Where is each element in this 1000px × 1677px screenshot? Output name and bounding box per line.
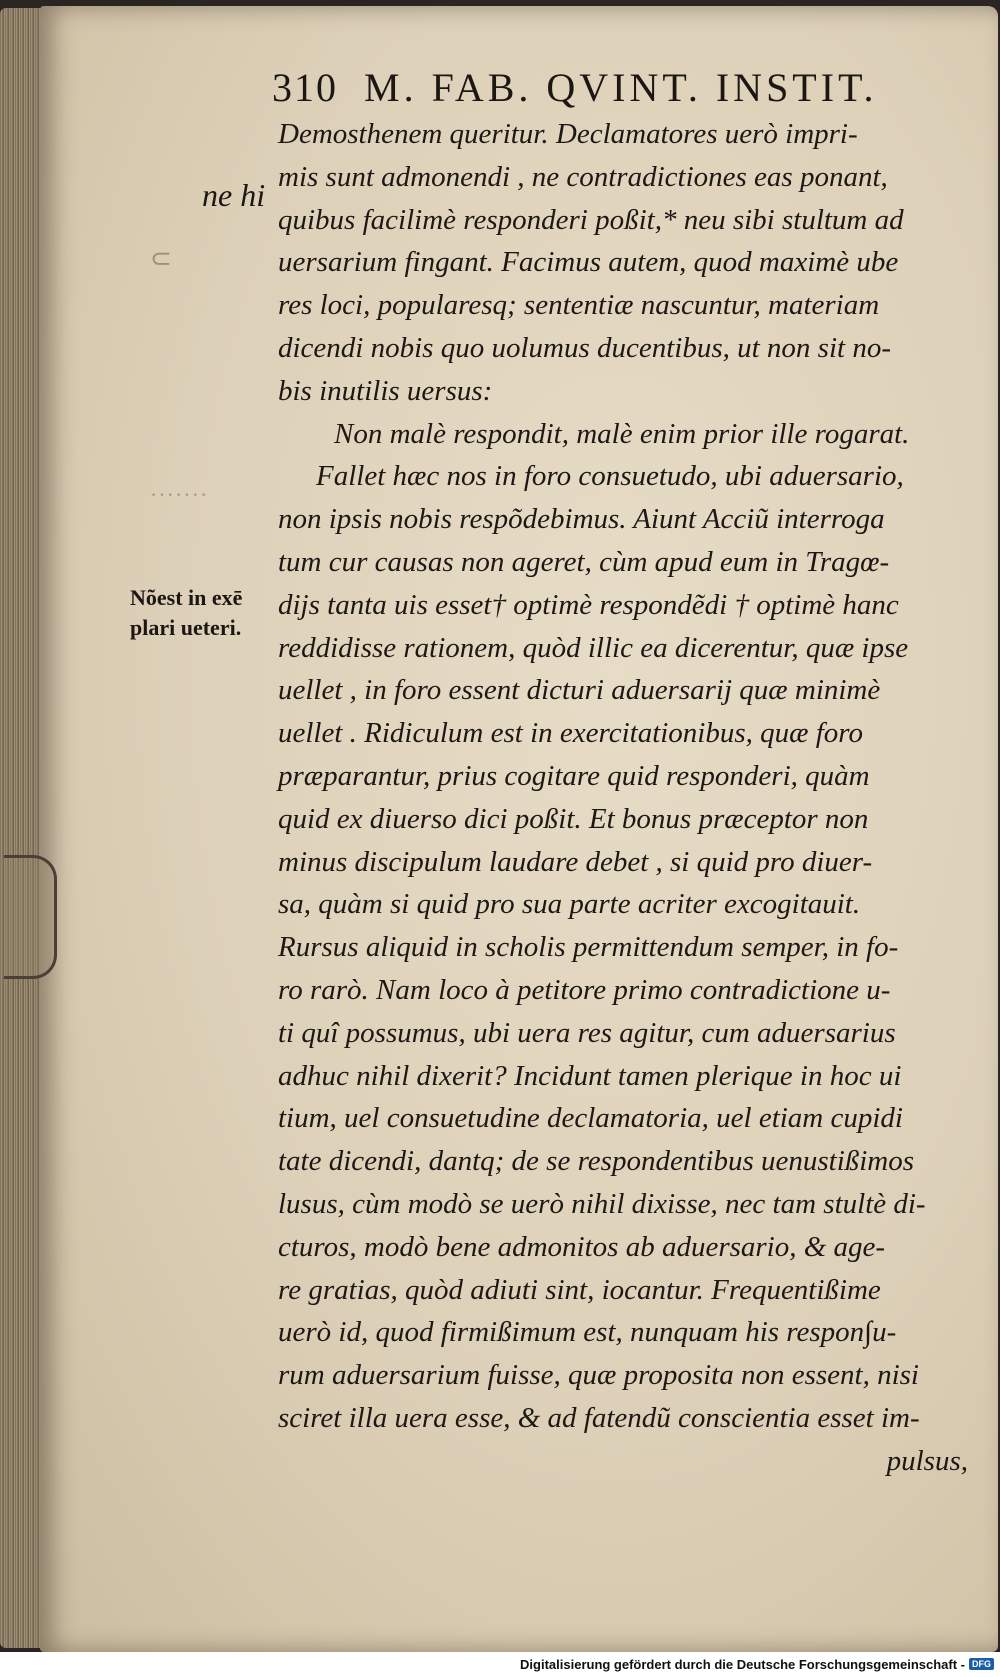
text-line: res loci, popularesq; sententiæ nascuntur, materiam bbox=[278, 289, 880, 322]
text-line: uellet , in foro essent dicturi aduersarij quæ minimè bbox=[278, 674, 881, 707]
catchword: pulsus, bbox=[886, 1444, 968, 1477]
text-line: uersarium fingant. Facimus autem, quod maximè ube bbox=[278, 246, 899, 279]
text-line: tum cur causas non ageret, cùm apud eum in Tragœ- bbox=[278, 545, 890, 578]
margin-note-line: Nõest in exē bbox=[130, 585, 243, 610]
text-line: dijs tanta uis esset† optimè respondẽdi † optimè hanc bbox=[278, 588, 899, 621]
dfg-logo: DFG bbox=[969, 1658, 994, 1670]
faded-show-through: ······· bbox=[150, 482, 209, 507]
text-line: bis inutilis uersus: bbox=[278, 374, 493, 407]
text-line: Demosthenem queritur. Declamatores uerò impri- bbox=[278, 118, 858, 150]
running-title: M. FAB. QVINT. INSTIT. bbox=[364, 65, 878, 110]
text-line: Fallet hæc nos in foro consuetudo, ubi aduersario, bbox=[316, 460, 904, 493]
text-line: re gratias, quòd adiuti sint, iocantur. Frequentißime bbox=[278, 1273, 881, 1306]
text-line: rum aduersarium fuisse, quæ proposita non essent, nisi bbox=[278, 1359, 919, 1392]
page-tab bbox=[4, 855, 57, 979]
text-line: præparantur, prius cogitare quid responderi, quàm bbox=[278, 759, 870, 792]
page-header bbox=[272, 64, 892, 114]
text-line: ti quî possumus, ubi uera res agitur, cum aduersarius bbox=[278, 1016, 896, 1049]
text-line: lusus, cùm modò se uerò nihil dixisse, nec tam stultè di- bbox=[278, 1187, 926, 1220]
page-number: 310 bbox=[272, 65, 338, 110]
text-line: reddidisse rationem, quòd illic ea dicerentur, quæ ipse bbox=[278, 631, 909, 664]
text-line: Rursus aliquid in scholis permittendum semper, in fo- bbox=[278, 931, 899, 964]
credit-text: Digitalisierung gefördert durch die Deutsche Forschungsgemeinschaft - bbox=[520, 1656, 965, 1672]
text-line: adhuc nihil dixerit? Incidunt tamen plerique in hoc ui bbox=[278, 1059, 902, 1092]
text-line: cturos, modò bene admonitos ab aduersario, & age- bbox=[278, 1230, 886, 1263]
page-edges bbox=[0, 8, 44, 1648]
text-line: dicendi nobis quo uolumus ducentibus, ut non sit no- bbox=[278, 331, 891, 364]
digitization-credit bbox=[520, 1653, 994, 1675]
text-line: uerò id, quod firmißimum est, nunquam his respon∫u- bbox=[278, 1316, 897, 1349]
margin-note: ne hi bbox=[202, 177, 266, 213]
text-line: quibus facilimè responderi poßit,* neu sibi stultum ad bbox=[278, 203, 904, 236]
text-line: sciret illa uera esse, & ad fatendũ conscientia esset im- bbox=[278, 1401, 920, 1434]
text-line: non ipsis nobis respõdebimus. Aiunt Acciũ interroga bbox=[278, 503, 885, 536]
text-line: uellet . Ridiculum est in exercitationibus, quæ foro bbox=[278, 717, 864, 750]
text-line: mis sunt admonendi , ne contradictiones eas ponant, bbox=[278, 160, 888, 193]
verse-line: Non malè respondit, malè enim prior ille rogarat. bbox=[334, 417, 910, 450]
margin-note-line: plari ueteri. bbox=[130, 615, 242, 640]
text-line: tium, uel consuetudine declamatoria, uel etiam cupidi bbox=[278, 1102, 903, 1135]
body-text bbox=[278, 113, 968, 1483]
pencil-mark: ⊂ bbox=[150, 244, 172, 274]
text-line: quid ex diuerso dici poßit. Et bonus præceptor non bbox=[278, 802, 869, 835]
text-line: minus discipulum laudare debet , si quid pro diuer- bbox=[278, 845, 873, 878]
text-line: sa, quàm si quid pro sua parte acriter excogitauit. bbox=[278, 888, 861, 921]
margin-note bbox=[130, 583, 280, 643]
text-line: tate dicendi, dantq; de se respondentibus uenustißimos bbox=[278, 1145, 915, 1178]
text-line: ro rarò. Nam loco à petitore primo contradictione u- bbox=[278, 973, 891, 1006]
